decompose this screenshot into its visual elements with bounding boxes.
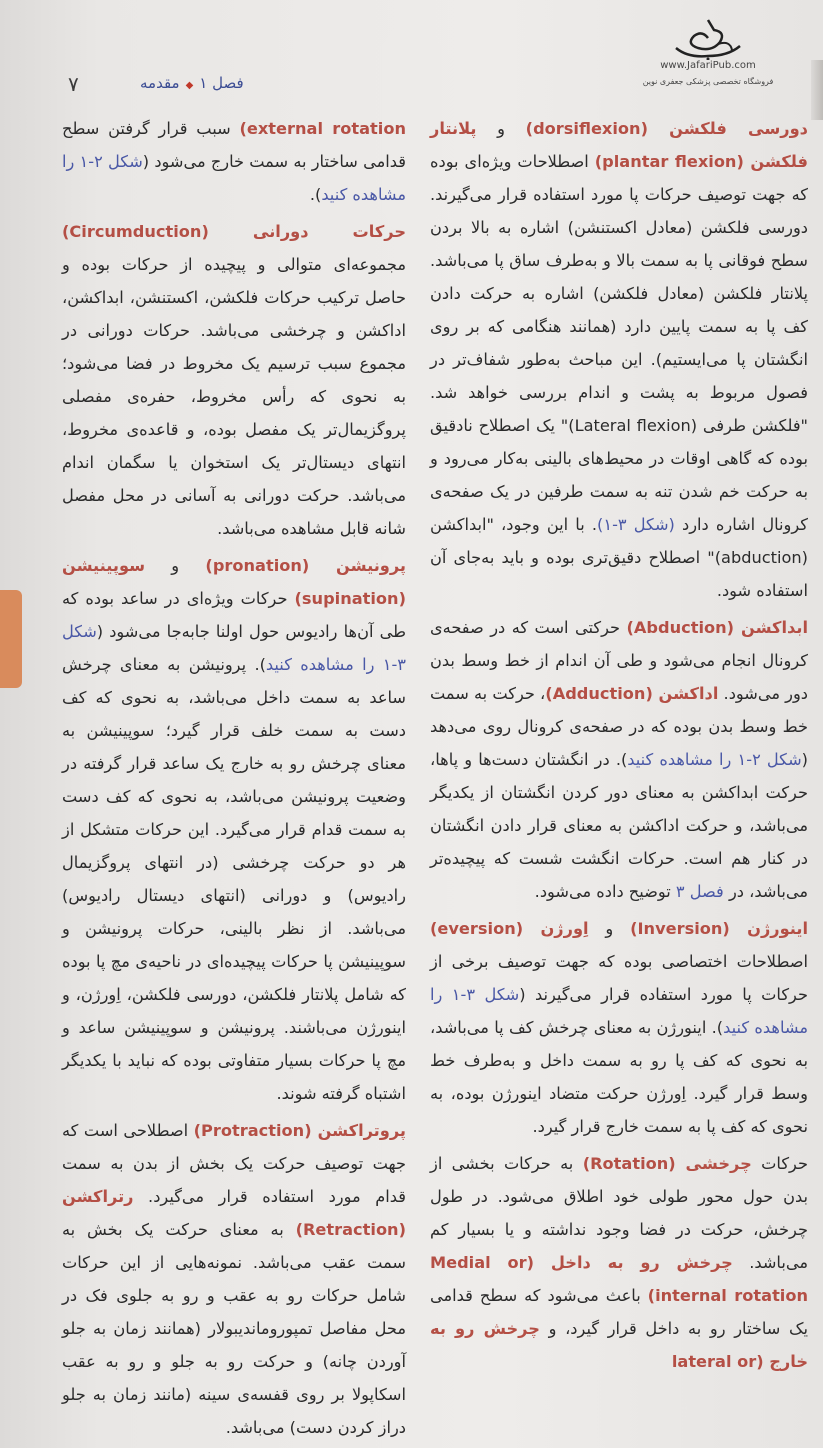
body-text: ، حرکت به سمت خط وسط بدن بوده که در صفحه‌ی کرونال روی می‌دهد (: [430, 684, 808, 769]
term-highlight: پرونیشن (pronation): [205, 556, 406, 575]
term-highlight: ابداکشن (Abduction): [626, 618, 808, 637]
logo-mark-icon: [668, 18, 748, 60]
body-text: سبب قرار گرفتن سطح قدامی ساختار به سمت خارج می‌شود (: [62, 119, 406, 171]
term-highlight: پلانتار فلکشن (plantar flexion): [430, 119, 808, 171]
term-highlight: اِورژن (eversion): [430, 919, 589, 938]
body-text: ). پرونیشن به معنای چرخش ساعد به سمت داخل می‌باشد، به نحوی که کف دست به سمت خلف قرار گیرد؛ سوپینیشن به معنای چرخش رو به خارج یک ساعد قرار گرفته در وضعیت پرونیشن می‌باشد، به نحوی که کف دست به سمت قدام قرار می‌گیرد. این حرکات متشکل از هر دو حرکت چرخشی (در انتهای پروگزیمال رادیوس) و دورانی (انتهای دیستال رادیوس) می‌باشد. از نظر بالینی، حرکات پرونیشن و سوپینیشن پا حرکات پیچیده‌ای در ناحیه‌ی مچ پا بوده که شامل پلانتار فلکشن، دورسی فلکشن، اِورژن، و اینورژن می‌باشند. پرونیشن و سوپینیشن ساعد و مچ پا حرکات بسیار متفاوتی بوده که نباید با یکدیگر اشتباه گرفته شوند.: [62, 655, 406, 1103]
paragraph: [62, 1114, 406, 1444]
paragraph: [430, 611, 808, 908]
body-text: ).: [309, 185, 322, 204]
body-text: باعث می‌شود که سطح قدامی یک ساختار رو به داخل قرار گیرد، و: [430, 1286, 808, 1338]
body-text: اصطلاحی است که جهت توصیف حرکت یک بخش از بدن به سمت قدام مورد استفاده قرار می‌گیرد.: [62, 1121, 406, 1206]
paragraph: [62, 549, 406, 1110]
paragraph: [62, 112, 406, 211]
term-highlight: دورسی فلکشن (dorsiflexion): [525, 119, 808, 138]
paragraph: [430, 112, 808, 607]
chapter-label: فصل ۱: [199, 74, 244, 92]
body-text: و: [145, 556, 206, 575]
body-text: . با این وجود، "ابداکشن (abduction)" اصطلاح دقیق‌تری بوده و باید به‌جای آن استفاده شود.: [430, 515, 808, 600]
chapter-tab-marker: [0, 590, 22, 688]
body-text: حرکات ویژه‌ای در ساعد بوده که طی آن‌ها رادیوس حول اولنا جابه‌جا می‌شود (: [62, 589, 406, 641]
term-highlight: حرکات دورانی (Circumduction): [62, 222, 406, 241]
body-text: ). در انگشتان دست‌ها و پاها، حرکت ابداکشن به معنای دور کردن انگشتان از یکدیگر می‌باشد، و حرکت اداکشن به معنای قرار دادن انگشتان در کنار هم است. حرکات انگشت شست که پیچیده‌تر می‌باشد، در: [430, 750, 808, 901]
term-highlight: سوپینیشن (supination): [62, 556, 406, 608]
publisher-url: www.JafariPub.com: [660, 60, 756, 71]
body-text: توضیح داده می‌شود.: [534, 882, 676, 901]
term-highlight: رتراکشن (Retraction): [62, 1187, 406, 1239]
paragraph: [430, 1147, 808, 1378]
figure-reference-link[interactable]: شکل ۳-۱ را مشاهده کنید: [62, 622, 406, 674]
body-text: به معنای حرکت یک بخش به سمت عقب می‌باشد. نمونه‌هایی از این حرکات شامل حرکات رو به عقب و رو به جلوی فک در محل مفاصل تمپوروماندیبولار (همانند زمان به جلو آوردن چانه) و حرکت رو به جلو و رو به عقب اسکاپولا بر روی قفسه‌ی سینه (مانند زمان به جلو دراز کردن دست) می‌باشد.: [62, 1220, 406, 1437]
left-column: [62, 112, 406, 1448]
body-text: و: [476, 119, 526, 138]
body-text: مجموعه‌ای متوالی و پیچیده از حرکات بوده و حاصل ترکیب حرکات فلکشن، اکستنشن، ابداکشن، اداکشن و چرخشی می‌باشد. حرکات دورانی در مجموع سبب ترسیم یک مخروط در فضا می‌شود؛ به نحوی که رأس مخروط، حفره‌ی مفصلی پروگزیمال‌تر یک مفصل بوده، و قاعده‌ی مخروط، انتهای دیستال‌تر یک استخوان یا سگمان اندام می‌باشد. حرکت دورانی به آسانی در محل مفصل شانه قابل مشاهده می‌باشد.: [62, 255, 406, 538]
body-text: و: [588, 919, 631, 938]
right-column: [430, 112, 808, 1382]
bullet-icon: ◆: [185, 80, 194, 91]
paragraph: [62, 215, 406, 545]
publisher-logo: [633, 18, 783, 86]
body-text: اصطلاحات اختصاصی بوده که جهت توصیف برخی از حرکات پا مورد استفاده قرار می‌گیرند (: [430, 952, 808, 1004]
body-text: حرکتی است که در صفحه‌ی کرونال انجام می‌شود و طی آن اندام از خط وسط بدن دور می‌شود.: [430, 618, 808, 703]
figure-reference-link[interactable]: شکل ۳-۱ را مشاهده کنید: [430, 985, 808, 1037]
figure-reference-link[interactable]: شکل ۲-۱ را مشاهده کنید: [62, 152, 406, 204]
term-highlight: پروتراکشن (Protraction): [193, 1121, 406, 1140]
term-highlight: external rotation): [239, 119, 406, 138]
body-text: به حرکات بخشی از بدن حول محور طولی خود اطلاق می‌شود. در طول چرخش، حرکت در فضا وجود نداشته و یا بسیار کم می‌باشد.: [430, 1154, 808, 1272]
figure-reference-link[interactable]: شکل ۲-۱ را مشاهده کنید: [627, 750, 802, 769]
running-header: [140, 74, 244, 92]
page-edge: [811, 60, 823, 120]
term-highlight: چرخش رو به خارج (lateral or: [430, 1319, 808, 1371]
figure-reference-link[interactable]: (شکل ۳-۱): [597, 515, 675, 534]
page-number: ۷: [68, 72, 79, 96]
figure-reference-link[interactable]: فصل ۳: [675, 882, 724, 901]
publisher-tagline: فروشگاه تخصصی پزشکی جعفری نوین: [642, 77, 774, 86]
body-text: اصطلاحات ویژه‌ای بوده که جهت توصیف حرکات پا مورد استفاده قرار می‌گیرند. دورسی فلکشن (معادل اکستنشن) اشاره به بالا بردن سطح فوقانی پا به سمت بالا و به‌طرف ساق پا می‌باشد. پلانتار فلکشن (معادل فلکشن) اشاره به حرکت دادن کف پا به سمت پایین دارد (همانند هنگامی که بر روی انگشتان پا می‌ایستیم). این مباحث به‌طور شفاف‌تر در فصول مربوط به پشت و اندام بررسی خواهد شد. "فلکشن طرفی (Lateral flexion)" یک اصطلاح نادقیق بوده که گاهی اوقات در محیط‌های بالینی به‌کار می‌رود و به حرکت خم شدن تنه به سمت طرفین در یک صفحه‌ی کرونال اشاره دارد: [430, 152, 809, 534]
body-text: حرکات: [751, 1154, 808, 1173]
section-label: مقدمه: [140, 74, 180, 92]
term-highlight: اینورژن (Inversion): [630, 919, 808, 938]
term-highlight: چرخشی (Rotation): [582, 1154, 752, 1173]
term-highlight: چرخش رو به داخل (Medial or internal rotation): [430, 1253, 808, 1305]
paragraph: [430, 912, 808, 1143]
body-text: ). اینورژن به معنای چرخش کف پا می‌باشد، به نحوی که کف پا رو به سمت داخل و به‌طرف خط وسط قرار گیرد. اِورژن حرکت متضاد اینورژن بوده، به نحوی که کف پا به سمت خارج قرار گیرد.: [430, 1018, 808, 1136]
term-highlight: اداکشن (Adduction): [545, 684, 719, 703]
